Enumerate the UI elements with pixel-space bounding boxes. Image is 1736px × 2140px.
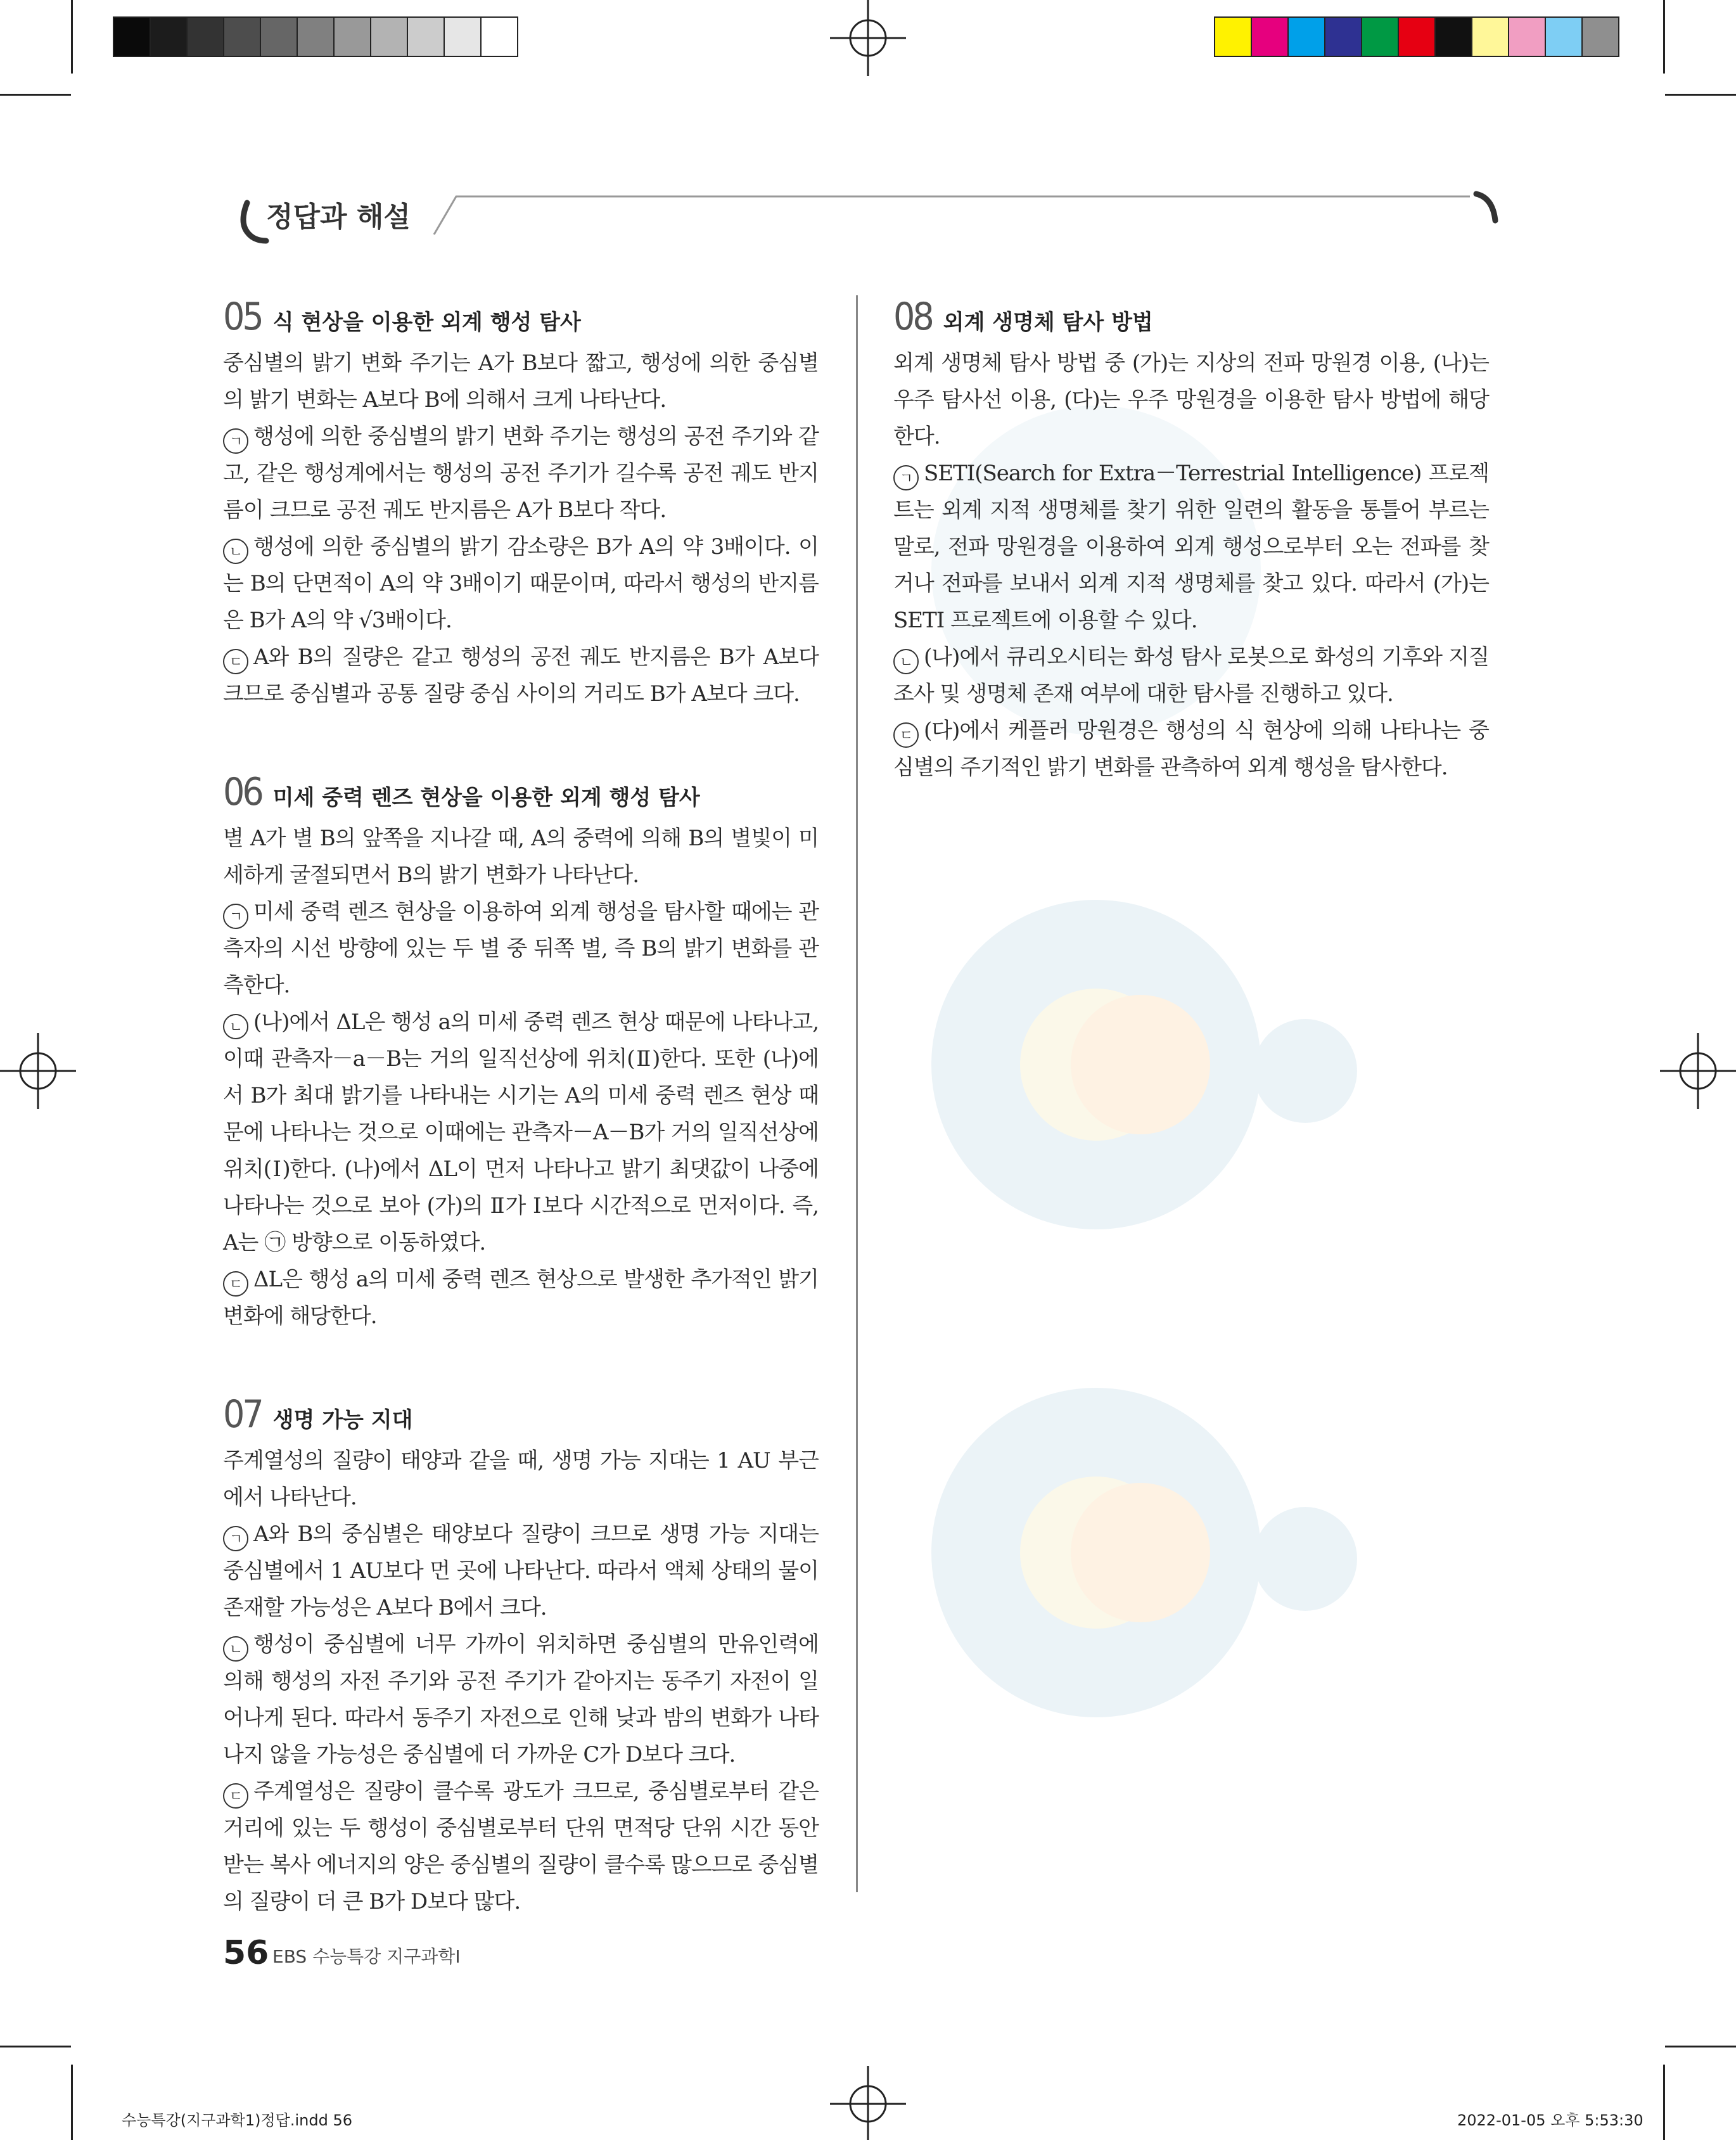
header-title: 정답과 해설: [266, 201, 411, 233]
left-column: [223, 295, 819, 1981]
answer-section: [893, 295, 1489, 786]
choice-marker: ㄷ: [223, 1783, 248, 1809]
choice-explanation: [223, 1773, 819, 1920]
registration-target-top: [830, 0, 906, 89]
header-rule: [228, 184, 1508, 247]
section-heading: [223, 770, 819, 814]
choice-explanation: [223, 1261, 819, 1335]
color-swatch: [1546, 18, 1583, 56]
color-swatch: [335, 18, 371, 56]
choice-marker: ㄱ: [893, 465, 919, 490]
section-number: 06: [223, 770, 262, 814]
book-title: EBS 수능특강 지구과학Ⅰ: [272, 1946, 461, 1967]
column-divider: [856, 295, 858, 1892]
color-swatch: [1436, 18, 1472, 56]
color-swatch: [1509, 18, 1546, 56]
paragraph-text: (다)에서 케플러 망원경은 행성의 식 현상에 의해 나타나는 중심별의 주기적인 밝기 변화를 관측하여 외계 행성을 탐사한다.: [893, 718, 1489, 780]
color-swatch: [1215, 18, 1252, 56]
choice-marker: ㄴ: [223, 1636, 248, 1662]
choice-explanation: [223, 639, 819, 712]
paragraph-text: 행성이 중심별에 너무 가까이 위치하면 중심별의 만유인력에 의해 행성의 자전 주기와 공전 주기가 같아지는 동주기 자전이 일어나게 된다. 따라서 동주기 자전으로 인해 낮과 밤의 변화가 나타나지 않을 가능성은 중심별에 더 가까운 C가 D보다 크다.: [223, 1632, 819, 1767]
choice-marker: ㄱ: [223, 904, 248, 929]
choice-explanation: [223, 894, 819, 1004]
section-heading: [893, 295, 1489, 339]
color-swatch: [1583, 18, 1618, 56]
color-swatch: [151, 18, 188, 56]
answer-section: [223, 295, 819, 712]
paragraph-text: A와 B의 중심별은 태양보다 질량이 크므로 생명 가능 지대는 중심별에서 1 AU보다 먼 곳에 나타난다. 따라서 액체 상태의 물이 존재할 가능성은 A보다 B에서 크다.: [223, 1522, 819, 1620]
section-title: 생명 가능 지대: [272, 1407, 413, 1433]
registration-target-left: [0, 1033, 76, 1109]
color-swatch: [1399, 18, 1436, 56]
choice-explanation: [223, 1516, 819, 1626]
choice-marker: ㄱ: [223, 428, 248, 454]
intro-paragraph: [223, 345, 819, 418]
paragraph-text: (나)에서 ΔL은 행성 a의 미세 중력 렌즈 현상 때문에 나타나고, 이때 관측자－a－B는 거의 일직선상에 위치(Ⅱ)한다. 또한 (나)에서 B가 최대 밝기를 나타내는 시기는 A의 미세 중력 렌즈 현상 때문에 나타나는 것으로 이때에는 관측자－A－B가 거의 일직선상에 위치(Ⅰ)한다. (나)에서 ΔL이 먼저 나타나고 밝기 최댓값이 나중에 나타나는 것으로 보아 (가)의 Ⅱ가 Ⅰ보다 시간적으로 먼저이다. 즉, A는 ㉠ 방향으로 이동하였다.: [223, 1009, 819, 1255]
color-swatch: [1289, 18, 1325, 56]
section-heading: [223, 1392, 819, 1437]
section-title: 미세 중력 렌즈 현상을 이용한 외계 행성 탐사: [272, 785, 700, 811]
choice-explanation: [893, 712, 1489, 786]
grayscale-swatches: [113, 16, 518, 57]
paragraph-text: 행성에 의한 중심별의 밝기 변화 주기는 행성의 공전 주기와 같고, 같은 행성계에서는 행성의 공전 주기가 길수록 공전 궤도 반지름이 크므로 공전 궤도 반지름은 A가 B보다 작다.: [223, 424, 819, 523]
color-swatch: [1362, 18, 1399, 56]
slug-date: 2022-01-05 오후 5:53:30: [1457, 2111, 1643, 2129]
answer-section: [223, 1392, 819, 1920]
choice-marker: ㄴ: [223, 1014, 248, 1039]
choice-explanation: [893, 639, 1489, 712]
choice-marker: ㄷ: [223, 1271, 248, 1297]
color-swatch: [482, 18, 517, 56]
registration-target-bottom: [830, 2066, 906, 2140]
color-swatch: [1472, 18, 1509, 56]
choice-explanation: [893, 455, 1489, 639]
section-title: 식 현상을 이용한 외계 행성 탐사: [272, 310, 581, 335]
section-number: 08: [893, 295, 932, 339]
paragraph-text: 주계열성은 질량이 클수록 광도가 크므로, 중심별로부터 같은 거리에 있는 두 행성이 중심별로부터 단위 면적당 단위 시간 동안 받는 복사 에너지의 양은 중심별의 질량이 클수록 많으므로 중심별의 질량이 더 큰 B가 D보다 많다.: [223, 1779, 819, 1914]
color-swatch: [1252, 18, 1289, 56]
intro-paragraph: [893, 345, 1489, 455]
paragraph-text: A와 B의 질량은 같고 행성의 공전 궤도 반지름은 B가 A보다 크므로 중심별과 공통 질량 중심 사이의 거리도 B가 A보다 크다.: [223, 644, 819, 707]
section-number: 05: [223, 295, 262, 339]
registration-target-right: [1660, 1033, 1736, 1109]
answer-section: [223, 770, 819, 1335]
choice-marker: ㄱ: [223, 1526, 248, 1551]
intro-paragraph: [223, 1442, 819, 1516]
choice-explanation: [223, 529, 819, 639]
color-swatch: [298, 18, 335, 56]
choice-marker: ㄷ: [223, 649, 248, 674]
right-column: [893, 295, 1489, 847]
choice-explanation: [223, 418, 819, 529]
paragraph-text: 주계열성의 질량이 태양과 같을 때, 생명 가능 지대는 1 AU 부근에서 나타난다.: [223, 1448, 819, 1510]
color-swatch: [188, 18, 224, 56]
section-heading: [223, 295, 819, 339]
intro-paragraph: [223, 820, 819, 894]
color-swatch: [114, 18, 151, 56]
choice-marker: ㄴ: [223, 539, 248, 564]
color-swatch: [224, 18, 261, 56]
color-swatches: [1214, 16, 1619, 57]
section-title: 외계 생명체 탐사 방법: [943, 310, 1153, 335]
color-swatch: [261, 18, 298, 56]
color-swatch: [1325, 18, 1362, 56]
choice-marker: ㄷ: [893, 722, 919, 748]
paragraph-text: SETI(Search for Extra－Terrestrial Intelligence) 프로젝트는 외계 지적 생명체를 찾기 위한 일련의 활동을 통틀어 부르는 말로, 전파 망원경을 이용하여 외계 행성으로부터 오는 전파를 찾거나 전파를 보내서 외계 지적 생명체를 찾고 있다. 따라서 (가)는 SETI 프로젝트에 이용할 수 있다.: [893, 461, 1489, 633]
slug-file-name: 수능특강(지구과학1)정답.indd 56: [122, 2111, 352, 2129]
paragraph-text: 외계 생명체 탐사 방법 중 (가)는 지상의 전파 망원경 이용, (나)는 우주 탐사선 이용, (다)는 우주 망원경을 이용한 탐사 방법에 해당한다.: [893, 350, 1489, 449]
color-swatch: [445, 18, 482, 56]
paragraph-text: ΔL은 행성 a의 미세 중력 렌즈 현상으로 발생한 추가적인 밝기 변화에 해당한다.: [223, 1267, 819, 1329]
paragraph-text: 별 A가 별 B의 앞쪽을 지나갈 때, A의 중력에 의해 B의 별빛이 미세하게 굴절되면서 B의 밝기 변화가 나타난다.: [223, 826, 819, 888]
paragraph-text: 미세 중력 렌즈 현상을 이용하여 외계 행성을 탐사할 때에는 관측자의 시선 방향에 있는 두 별 중 뒤쪽 별, 즉 B의 밝기 변화를 관측한다.: [223, 899, 819, 998]
page-number: 56: [223, 1934, 269, 1972]
paragraph-text: (나)에서 큐리오시티는 화성 탐사 로봇으로 화성의 기후와 지질 조사 및 생명체 존재 여부에 대한 탐사를 진행하고 있다.: [893, 644, 1489, 707]
choice-marker: ㄴ: [893, 649, 919, 674]
choice-explanation: [223, 1626, 819, 1773]
color-swatch: [408, 18, 445, 56]
paragraph-text: 행성에 의한 중심별의 밝기 감소량은 B가 A의 약 3배이다. 이는 B의 단면적이 A의 약 3배이기 때문이며, 따라서 행성의 반지름은 B가 A의 약 √3배이다.: [223, 534, 819, 633]
color-swatch: [371, 18, 408, 56]
paragraph-text: 중심별의 밝기 변화 주기는 A가 B보다 짧고, 행성에 의한 중심별의 밝기 변화는 A보다 B에 의해서 크게 나타난다.: [223, 350, 819, 413]
section-number: 07: [223, 1392, 262, 1437]
choice-explanation: [223, 1004, 819, 1261]
